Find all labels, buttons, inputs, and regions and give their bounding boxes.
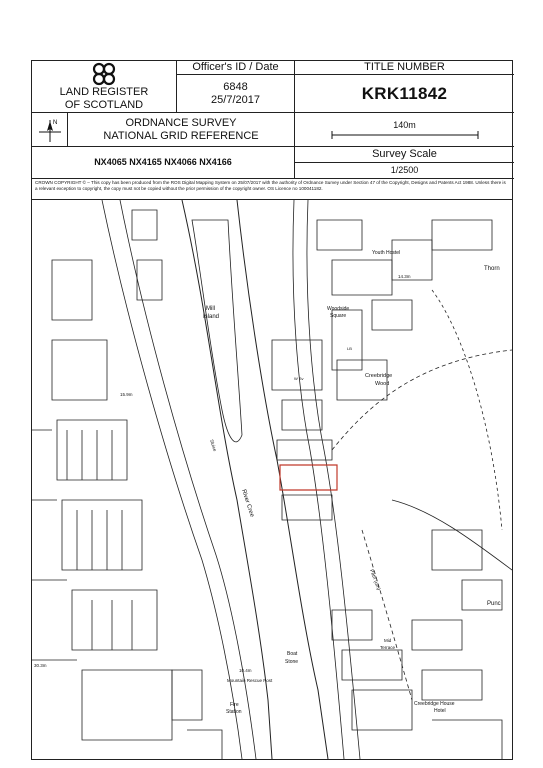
north-arrow-cell <box>32 113 68 147</box>
grid-refs: NX4065 NX4165 NX4066 NX4166 <box>94 157 232 167</box>
os-map <box>32 200 512 759</box>
scale-header: Survey Scale <box>372 148 437 160</box>
plan-header <box>32 61 512 191</box>
map-label-bm3: 10.4m <box>239 668 252 673</box>
map-label-creebridge: Creebridge <box>365 373 393 379</box>
scale-header-cell <box>295 147 514 163</box>
os-line1: ORDNANCE SURVEY <box>125 116 237 129</box>
mill-island-outline <box>192 220 242 442</box>
scale-value: 1/2500 <box>390 165 419 175</box>
title-number: KRK11842 <box>361 83 448 103</box>
field-boundary <box>432 290 502 530</box>
map-label-island: Island <box>203 314 220 320</box>
map-label-lb: LB <box>347 346 352 351</box>
title-plan-sheet <box>31 60 513 760</box>
org-name-line1: LAND REGISTER <box>59 85 149 98</box>
map-label-sluice: Sluice <box>209 438 218 452</box>
officer-value-cell <box>177 75 295 113</box>
map-label-ws: W Sv <box>294 376 304 381</box>
map-label-stone: Stone <box>285 659 299 665</box>
map-label-bm4: 30.3m <box>34 663 47 668</box>
map-label-woodside-square: Square <box>330 313 347 319</box>
land-register-logo-cell <box>32 61 177 113</box>
east-road-west-edge <box>293 200 347 759</box>
title-header: TITLE NUMBER <box>364 61 445 73</box>
land-register-logo-icon <box>89 62 119 86</box>
officer-id: 6848 <box>223 80 248 93</box>
north-label: N <box>52 119 57 126</box>
map-label-boat: Boat <box>287 651 298 657</box>
officer-header: Officer's ID / Date <box>192 61 279 73</box>
map-label-bm2: 14.3m <box>398 274 411 279</box>
map-label-hotel-name: Creebridge House <box>414 701 455 707</box>
north-arrow-icon <box>37 116 63 144</box>
title-number-cell <box>295 75 514 113</box>
map-canvas <box>32 200 512 759</box>
title-header-cell <box>295 61 514 75</box>
map-label-hotel: Hotel <box>434 708 446 714</box>
os-cell <box>68 113 295 147</box>
map-label-wood: Wood <box>375 381 390 387</box>
map-label-youth-hostel: Youth Hostel <box>372 250 401 256</box>
map-label-punch: Punc <box>487 601 501 607</box>
map-label-rescue-post: Mountain Rescue Post <box>227 678 273 683</box>
path-um <box>362 530 412 700</box>
copyright-notice: CROWN COPYRIGHT © – This copy has been produced from the ROS Digital Mapping System on 25/07/2017 with the authority of Ordnance Survey under Section 47 of the Copyright, Designs and Patents Act 1988. Unless there is a relevant exception to copyright, the copy must not be copied without the prior permission of the copyright owner. OS Licence no 100041182. <box>32 179 512 200</box>
map-label-woodside: Woodside <box>327 306 350 312</box>
scale-bar-cell <box>295 113 514 147</box>
map-label-mid: Mid <box>384 638 392 643</box>
map-label-bm1: 15.9m <box>120 392 133 397</box>
officer-header-cell <box>177 61 295 75</box>
map-label-thorn: Thorn <box>484 266 500 272</box>
map-label-fire: Fire <box>230 702 239 708</box>
grid-ref-cell <box>32 147 295 179</box>
map-label-terrace: Terrace <box>380 645 396 650</box>
field-line <box>392 500 512 570</box>
scale-bar <box>330 131 480 139</box>
main-road-east-edge <box>120 200 256 759</box>
scale-value-cell <box>295 163 514 179</box>
map-label-river: River Cree <box>240 488 255 518</box>
map-label-mill: Mill <box>206 306 215 312</box>
os-line2: NATIONAL GRID REFERENCE <box>103 129 259 142</box>
officer-date: 25/7/2017 <box>211 93 260 106</box>
org-name-line2: OF SCOTLAND <box>64 98 144 111</box>
map-label-path: Path (um) <box>368 568 382 592</box>
map-label-station: Station <box>226 709 242 715</box>
scale-bar-label: 140m <box>393 120 416 130</box>
river-bank-west <box>182 200 272 759</box>
